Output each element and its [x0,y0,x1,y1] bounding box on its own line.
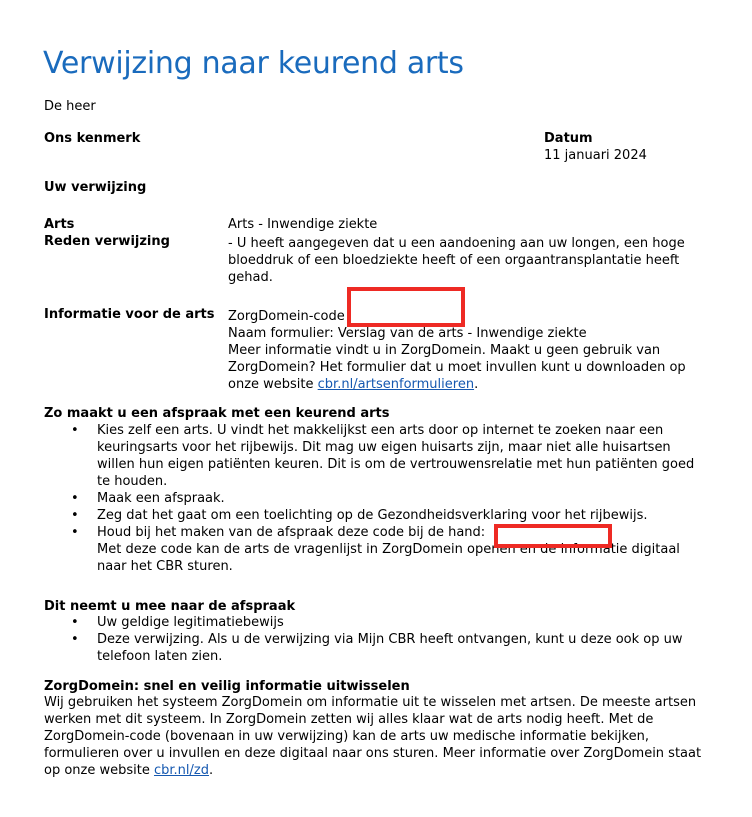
list-item: • Kies zelf een arts. U vindt het makkelijkst een arts door op internet te zoeken naar een keuringsarts voor het rijbewijs. Dit mag uw eigen huisarts zijn, maar niet alle huisartsen willen hun eigen patiënten keuren. Dit is om de vertrouwensrelatie met hun patiënten goed te houden. [44,422,704,490]
code-note: Met deze code kan de arts de vragenlijst in ZorgDomein openen en de informatie digitaal naar het CBR sturen. [97,542,680,574]
redaction-box-code [347,287,465,327]
more-info-text [228,342,703,393]
salutation: De heer [44,99,96,114]
page-title: Verwijzing naar keurend arts [43,46,464,81]
list-item: • Zeg dat het gaat om een toelichting op de Gezondheidsverklaring voor het rijbewijs. [44,507,704,524]
zd-link[interactable]: cbr.nl/zd [153,763,209,778]
zorgdomein-end: . [208,763,214,778]
list-item: • Uw geldige legitimatiebewijs [44,614,704,631]
zorgdomein-code-label: ZorgDomein-code [228,309,345,324]
meenemen-heading: Dit neemt u mee naar de afspraak [44,599,296,614]
info-arts-block [228,308,703,393]
form-name: Naam formulier: Verslag van de arts - Inwendige ziekte [228,326,587,341]
datum-label: Datum [544,131,593,146]
more-info-end: . [474,377,479,392]
arts-label: Arts [44,217,75,232]
list-item: • Maak een afspraak. [44,490,704,507]
zorgdomein-text [44,694,714,779]
reden-verwijzing-value: - U heeft aangegeven dat u een aandoening aan uw longen, een hoge bloeddruk of een bloedziekte heeft of een orgaantransplantatie heeft gehad. [228,236,685,285]
code-instruction: • Houd bij het maken van de afspraak deze code bij de hand: [97,525,486,540]
zorgdomein-heading: ZorgDomein: snel en veilig informatie uitwisselen [44,679,410,694]
afspraak-heading: Zo maakt u een afspraak met een keurend arts [44,406,390,421]
artsenformulieren-link[interactable]: cbr.nl/artsenformulieren [317,377,475,392]
datum-value: 11 januari 2024 [544,148,647,163]
zorgdomein-body: Wij gebruiken het systeem ZorgDomein om informatie uit te wisselen met artsen. De meeste artsen werken met dit systeem. In ZorgDomein zetten wij alles klaar wat de arts nodig heeft. Met de ZorgDomein-code (bovenaan in uw verwijzing) kan de arts uw medische informatie bekijken, formulieren over u invullen en deze digitaal naar ons sturen. Meer informatie over ZorgDomein staat op onze website [44,695,702,778]
arts-value: Arts - Inwendige ziekte [228,217,378,232]
info-arts-label: Informatie voor de arts [44,307,215,322]
uw-verwijzing-heading: Uw verwijzing [44,180,147,195]
reden-verwijzing-label: Reden verwijzing [44,234,170,249]
redaction-box-code-2 [494,524,612,548]
more-info-body: Meer informatie vindt u in ZorgDomein. Maakt u geen gebruik van ZorgDomein? Het formulier dat u moet invullen kunt u downloaden op onze website [228,343,686,392]
afspraak-list [44,422,704,575]
list-item: • Deze verwijzing. Als u de verwijzing via Mijn CBR heeft ontvangen, kunt u deze ook op uw telefoon laten zien. [44,631,704,665]
kenmerk-label: Ons kenmerk [44,131,141,146]
meenemen-list [44,614,704,665]
